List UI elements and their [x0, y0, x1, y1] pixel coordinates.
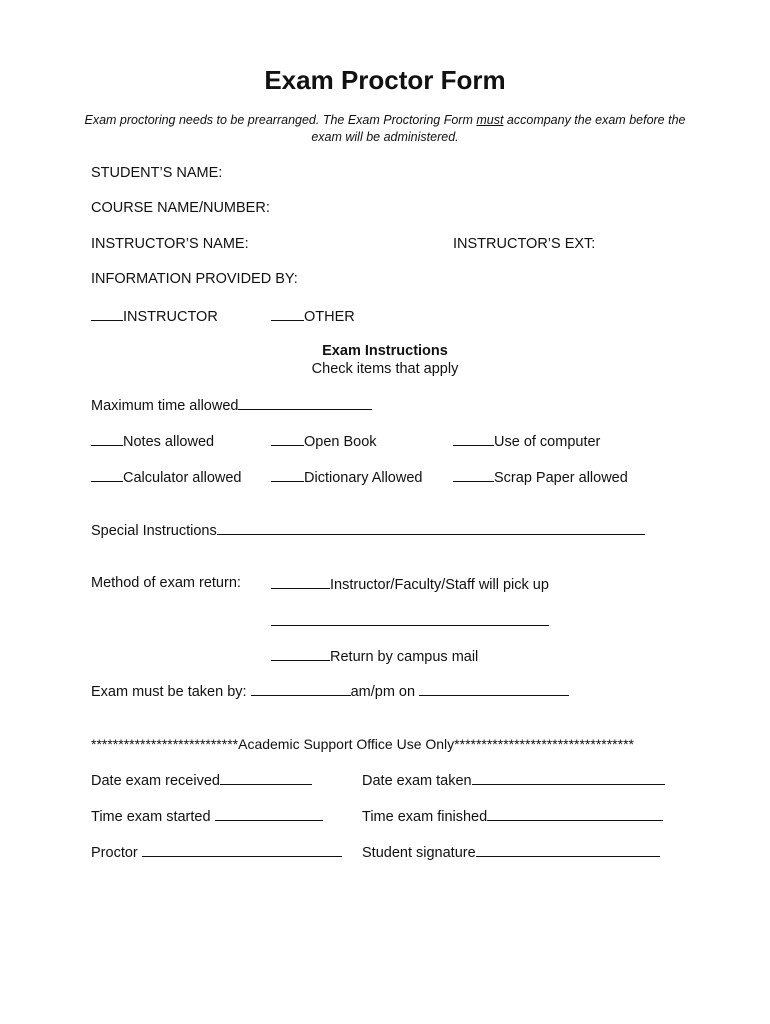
- notes-label: Notes allowed: [123, 434, 215, 450]
- stars-right: *********************************: [454, 736, 634, 752]
- provided-other-option[interactable]: [271, 306, 355, 326]
- scrap-paper-label: Scrap Paper allowed: [494, 470, 628, 486]
- check-blank[interactable]: [271, 467, 304, 482]
- provided-instructor-option[interactable]: [91, 306, 218, 326]
- provided-instructor-label: INSTRUCTOR: [123, 309, 218, 325]
- return-mail-label: Return by campus mail: [330, 649, 479, 665]
- return-method-label: Method of exam return:: [91, 575, 241, 591]
- proctor-label: Proctor: [91, 845, 138, 861]
- max-time-blank[interactable]: [238, 395, 372, 410]
- check-blank[interactable]: [91, 431, 123, 446]
- date-taken-blank[interactable]: [472, 770, 665, 785]
- dictionary-label: Dictionary Allowed: [304, 470, 423, 486]
- max-time-row: [91, 395, 372, 415]
- calculator-label: Calculator allowed: [123, 470, 242, 486]
- time-finished-label: Time exam finished: [362, 809, 488, 825]
- exam-instructions-heading: Exam Instructions: [322, 343, 448, 359]
- taken-by-date-blank[interactable]: [419, 681, 569, 696]
- taken-by-ampm: am/pm on: [350, 684, 416, 700]
- date-taken-row: [362, 770, 665, 790]
- office-use-heading: [91, 735, 634, 753]
- date-taken-label: Date exam taken: [362, 773, 472, 789]
- taken-by-row: [91, 681, 569, 701]
- check-blank[interactable]: [271, 574, 330, 589]
- calculator-option[interactable]: [91, 467, 241, 487]
- computer-label: Use of computer: [494, 434, 601, 450]
- proctor-blank[interactable]: [142, 842, 342, 857]
- return-pickup-label: Instructor/Faculty/Staff will pick up: [330, 577, 549, 593]
- check-blank[interactable]: [453, 431, 494, 446]
- max-time-label: Maximum time allowed: [91, 398, 239, 414]
- check-blank[interactable]: [271, 646, 330, 661]
- date-received-row: [91, 770, 312, 790]
- dictionary-option[interactable]: [271, 467, 422, 487]
- special-instructions-row: [91, 520, 645, 540]
- info-provided-label: INFORMATION PROVIDED BY:: [91, 271, 298, 287]
- intro-part-1: Exam proctoring needs to be prearranged. The Exam Proctoring Form: [84, 113, 477, 127]
- intro-part-2: accompany the exam before the exam will be administered.: [311, 113, 686, 144]
- intro-text: [80, 112, 690, 146]
- check-blank[interactable]: [91, 306, 123, 321]
- check-blank[interactable]: [453, 467, 494, 482]
- instructor-name-label: INSTRUCTOR’S NAME:: [91, 236, 249, 252]
- taken-by-label: Exam must be taken by:: [91, 684, 247, 700]
- proctor-row: [91, 842, 342, 862]
- time-finished-row: [362, 806, 663, 826]
- date-received-blank[interactable]: [220, 770, 312, 785]
- provided-other-label: OTHER: [304, 309, 355, 325]
- time-started-row: [91, 806, 323, 826]
- scrap-paper-option[interactable]: [453, 467, 628, 487]
- date-received-label: Date exam received: [91, 773, 220, 789]
- exam-instructions-subheading: Check items that apply: [311, 361, 459, 377]
- open-book-label: Open Book: [304, 434, 377, 450]
- page-title: Exam Proctor Form: [264, 65, 506, 95]
- instructor-ext-label: INSTRUCTOR’S EXT:: [453, 236, 596, 252]
- notes-option[interactable]: [91, 431, 214, 451]
- student-signature-blank[interactable]: [476, 842, 660, 857]
- student-signature-label: Student signature: [362, 845, 476, 861]
- check-blank[interactable]: [91, 467, 123, 482]
- check-blank[interactable]: [271, 306, 304, 321]
- student-name-label: STUDENT’S NAME:: [91, 165, 223, 181]
- taken-by-time-blank[interactable]: [251, 681, 351, 696]
- course-label: COURSE NAME/NUMBER:: [91, 200, 270, 216]
- stars-left: ***************************: [91, 736, 239, 752]
- check-blank[interactable]: [271, 431, 304, 446]
- return-mail-option[interactable]: [271, 646, 478, 666]
- time-started-label: Time exam started: [91, 809, 211, 825]
- office-use-label: Academic Support Office Use Only: [238, 736, 455, 752]
- special-instructions-label: Special Instructions: [91, 523, 217, 539]
- computer-option[interactable]: [453, 431, 600, 451]
- time-started-blank[interactable]: [215, 806, 323, 821]
- time-finished-blank[interactable]: [487, 806, 663, 821]
- open-book-option[interactable]: [271, 431, 377, 451]
- pickup-name-line[interactable]: [271, 625, 549, 626]
- student-signature-row: [362, 842, 660, 862]
- return-pickup-option[interactable]: [271, 574, 549, 594]
- intro-must: must: [476, 113, 504, 127]
- special-instructions-blank[interactable]: [217, 520, 645, 535]
